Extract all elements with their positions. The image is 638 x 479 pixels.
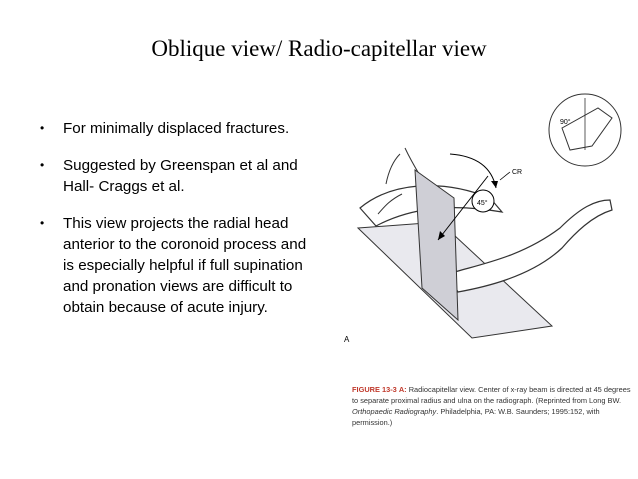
caption-text-1: Radiocapitellar view. Center of x-ray beam is directed at 45 degrees to separate proximal radius and ulna on the radiograph. (Reprinted from Long BW. <box>352 385 631 405</box>
forearm <box>448 200 612 292</box>
figure-caption <box>352 384 634 428</box>
bullet-item <box>38 155 310 197</box>
bullet-text: Suggested by Greenspan et al and Hall- Craggs et al. <box>63 157 298 195</box>
bullet-dot-icon: • <box>40 216 45 230</box>
caption-figure-label: FIGURE 13-3 <box>352 385 397 394</box>
bullet-dot-icon: • <box>40 158 45 172</box>
bullet-text: For minimally displaced fractures. <box>63 120 290 137</box>
slide-title: Oblique view/ Radio-capitellar view <box>151 36 487 61</box>
bullet-item <box>38 118 310 139</box>
bullet-text: This view projects the radial head anterior to the coronoid process and is especially helpful if full supination and pronation views are difficult to obtain because of acute injury. <box>63 215 307 316</box>
bullet-dot-icon: • <box>40 121 45 135</box>
radiocapitellar-illustration <box>330 88 630 358</box>
panel-label: A <box>344 335 350 344</box>
bullet-list <box>38 118 310 334</box>
beam-angle-label: 45° <box>477 200 488 207</box>
inset-angle-label: 90° <box>560 119 571 126</box>
cr-pointer <box>500 172 510 180</box>
bullet-item <box>38 213 310 318</box>
rotation-arrow <box>450 154 496 188</box>
caption-journal: Orthopaedic Radiography <box>352 407 437 416</box>
caption-text-2: . Philadelphia, PA: W.B. Saunders; 1995:152, with permission.) <box>352 407 600 427</box>
rotation-arrowhead <box>491 181 498 188</box>
caption-panel-label: A: <box>398 385 407 394</box>
cr-label: CR <box>512 169 523 176</box>
